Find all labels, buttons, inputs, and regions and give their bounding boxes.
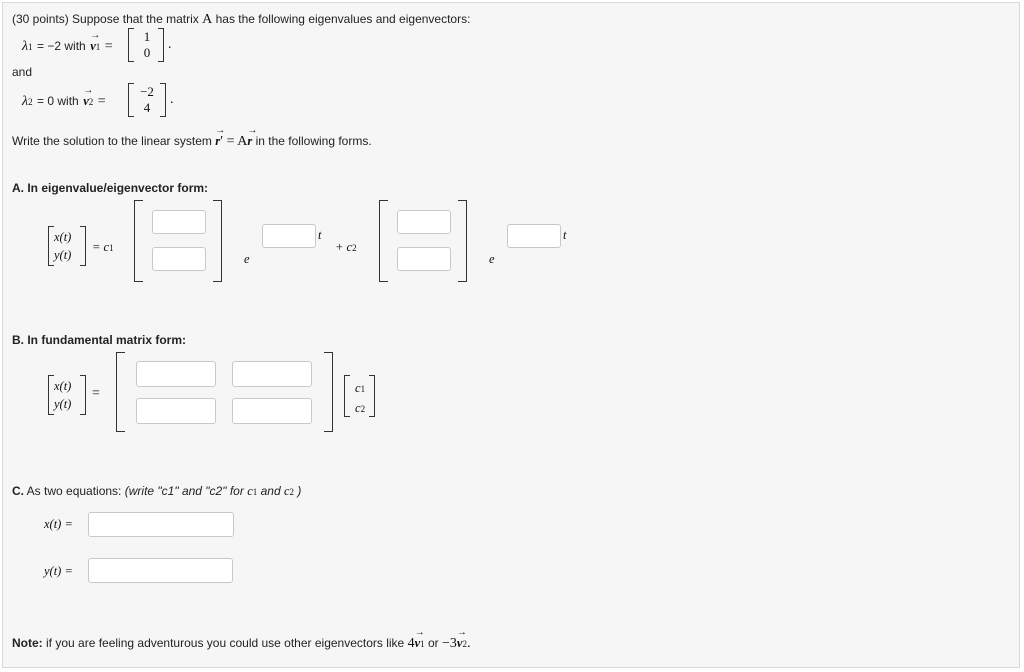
note-ex2: −3 (442, 636, 457, 651)
part-c-x-input[interactable] (88, 512, 234, 537)
part-b-matrix-left-bracket (116, 352, 125, 432)
part-a-vec2-left-bracket (379, 200, 388, 282)
part-a-title: A. In eigenvalue/eigenvector form: (12, 181, 209, 195)
eigenpair-2 (22, 85, 106, 110)
vector-arrow-icon: → (215, 125, 226, 136)
intro-tail: has the following eigenvalues and eigenvectors: (215, 12, 471, 26)
part-b-m11-input[interactable] (136, 361, 216, 387)
part-b-lhs-x: x(t) (54, 379, 72, 393)
note-ex1: 4 (407, 636, 415, 651)
part-a-e2: e (489, 252, 495, 266)
note-v1-sub: 1 (420, 639, 425, 649)
v1-symbol: → v (90, 30, 101, 53)
c1-sub: 1 (109, 243, 114, 253)
v1-right-bracket (158, 28, 164, 62)
part-c-c1: c (247, 484, 253, 498)
v2-period: . (170, 92, 174, 107)
lambda-1-sub: 1 (28, 42, 33, 52)
v2-sub: 2 (88, 97, 94, 107)
part-c-c1-sub: 1 (252, 487, 258, 497)
note-text: if you are feeling adventurous you could use other eigenvectors like (46, 636, 405, 650)
part-a-c1-term (92, 238, 114, 256)
v2-symbol: → v (83, 85, 94, 108)
part-a-c2-term (335, 238, 357, 256)
instruction-pre: Write the solution to the linear system (12, 134, 212, 148)
note-line (12, 627, 471, 652)
part-a-lhs-y: y(t) (54, 248, 72, 262)
vector-arrow-icon: → (247, 125, 258, 136)
part-c-label: C. (12, 484, 24, 498)
vector-arrow-icon: → (90, 30, 101, 41)
part-a-vec1-right-bracket (213, 200, 222, 282)
r-vector-symbol: → r (215, 125, 226, 148)
part-a-t2: t (563, 228, 567, 242)
note-v2-sub: 2 (462, 639, 467, 649)
vector-arrow-icon: → (83, 85, 94, 96)
lambda-1-symbol: λ (22, 39, 29, 54)
note-v1-symbol: → v (414, 627, 425, 650)
part-c-title (12, 484, 301, 499)
part-b-m21-input[interactable] (136, 398, 216, 424)
intro-text: (30 points) Suppose that the matrix (12, 12, 199, 26)
part-a-vec2-bottom-input[interactable] (397, 247, 451, 271)
part-a-lhs-right-bracket (80, 226, 86, 266)
part-a-exponent2-input[interactable] (507, 224, 561, 248)
v1-entry-bottom: 0 (143, 45, 151, 60)
part-c-c2: c (283, 484, 290, 498)
part-c-x-label: x(t) = (44, 517, 73, 531)
v1-entry-top: 1 (143, 29, 151, 44)
v2-equals: = (97, 94, 106, 109)
lambda-2-sub: 2 (28, 97, 33, 107)
v2-entry-top: −2 (140, 84, 154, 99)
note-label: Note: (12, 636, 43, 650)
v1-period: . (168, 37, 172, 52)
part-c-c2-sub: 2 (289, 487, 295, 497)
part-b-matrix-right-bracket (324, 352, 333, 432)
c2-sub: 2 (352, 243, 357, 253)
part-a-exponent1-input[interactable] (262, 224, 316, 248)
eigenpair-1 (22, 30, 113, 55)
eq-c1: = c (92, 240, 110, 254)
instruction-line (12, 125, 372, 150)
v1-left-bracket (128, 28, 134, 62)
r-vector-symbol-2: → r (247, 125, 258, 148)
v2-entry-bottom: 4 (143, 100, 151, 115)
part-b-c1: c1 (355, 381, 366, 395)
part-a-lhs-x: x(t) (54, 230, 72, 244)
part-b-c-right-bracket (369, 375, 375, 417)
v2-right-bracket (160, 83, 166, 117)
and-label: and (12, 65, 33, 79)
vector-arrow-icon: → (456, 627, 467, 638)
note-or: or (427, 636, 439, 650)
v1-equals: = (104, 39, 113, 54)
matrix-a-symbol: A (202, 12, 213, 27)
part-b-lhs-y: y(t) (54, 397, 72, 411)
part-b-m22-input[interactable] (232, 398, 312, 424)
note-period: . (466, 636, 471, 651)
part-c-y-label: y(t) = (44, 564, 73, 578)
part-a-vec1-bottom-input[interactable] (152, 247, 206, 271)
part-b-c2: c2 (355, 401, 366, 415)
part-b-title: B. In fundamental matrix form: (12, 333, 187, 347)
part-a-t1: t (318, 228, 322, 242)
part-b-c-left-bracket (344, 375, 350, 417)
v1-sub: 1 (95, 42, 101, 52)
part-a-vec1-top-input[interactable] (152, 210, 206, 234)
part-b-equals: = (92, 386, 100, 401)
part-b-m12-input[interactable] (232, 361, 312, 387)
plus-c2: + c (335, 240, 353, 254)
question-intro (12, 12, 470, 28)
vector-arrow-icon: → (414, 627, 425, 638)
part-c-close: ) (297, 484, 302, 498)
v2-left-bracket (128, 83, 134, 117)
part-a-e1: e (244, 252, 250, 266)
part-a-vec2-top-input[interactable] (397, 210, 451, 234)
part-b-lhs-right-bracket (80, 375, 86, 415)
part-c-text: As two equations: (26, 484, 122, 498)
part-c-hint: (write "c1" and "c2" for (124, 484, 244, 498)
lambda-1-value: = −2 with (37, 39, 86, 53)
part-a-vec1-left-bracket (134, 200, 143, 282)
part-a-vec2-right-bracket (458, 200, 467, 282)
part-c-y-input[interactable] (88, 558, 233, 583)
instruction-post: in the following forms. (255, 134, 372, 148)
lambda-2-value: = 0 with (37, 94, 79, 108)
lambda-2-symbol: λ (22, 94, 29, 109)
prime-equals: ′ = A (220, 134, 248, 149)
note-v2-symbol: → v (456, 627, 467, 650)
part-c-and: and (260, 484, 281, 498)
